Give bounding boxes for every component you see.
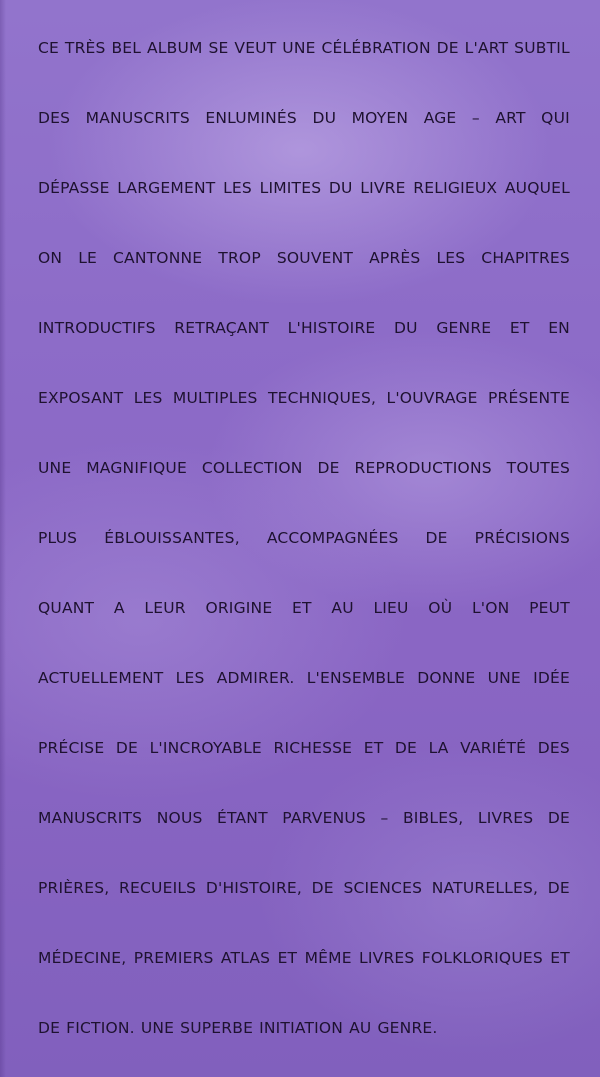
text-word: A <box>113 599 125 617</box>
text-word: LEUR <box>144 599 186 617</box>
text-word: MOYEN <box>351 109 409 127</box>
text-line <box>38 878 570 948</box>
text-word: LIVRES <box>477 809 534 827</box>
text-word: UNE <box>487 669 521 687</box>
text-word: QUI <box>541 109 570 127</box>
text-line <box>38 458 570 528</box>
text-word: DE <box>547 879 570 897</box>
text-word: ET <box>292 599 312 617</box>
text-word: TECHNIQUES, <box>267 389 377 407</box>
text-word: SUBTIL <box>514 39 570 57</box>
text-line <box>38 388 570 458</box>
text-word: DE <box>317 459 340 477</box>
text-line <box>38 528 570 598</box>
text-word: DONNE <box>417 669 476 687</box>
text-word: ÉBLOUISSANTES, <box>104 529 240 547</box>
page-fold-shadow <box>0 0 6 1077</box>
text-word: – <box>380 809 389 827</box>
text-word: MULTIPLES <box>172 389 258 407</box>
text-word: ON <box>38 249 63 267</box>
text-word: LIEU <box>373 599 409 617</box>
text-word: CHAPITRES <box>481 249 570 267</box>
text-word: PARVENUS <box>282 809 366 827</box>
text-word: DE <box>394 739 418 757</box>
text-word: DE <box>436 39 459 57</box>
text-word: IDÉE <box>533 669 570 687</box>
text-word: FICTION. <box>66 1019 135 1037</box>
text-line <box>38 248 570 318</box>
text-word: ET <box>550 949 570 967</box>
text-word: TROP <box>218 249 261 267</box>
text-word: SUPERBE <box>180 1019 254 1037</box>
text-word: MANUSCRITS <box>85 109 190 127</box>
text-word: VEUT <box>234 39 277 57</box>
text-word: DU <box>394 319 418 337</box>
text-word: UNE <box>282 39 316 57</box>
text-line <box>38 808 570 878</box>
text-word: APRÈS <box>369 249 421 267</box>
text-word: ACTUELLEMENT <box>38 669 164 687</box>
text-word: DES <box>537 739 570 757</box>
text-word: GENRE <box>436 319 492 337</box>
text-word: PRÉSENTE <box>487 389 570 407</box>
text-word: L'OUVRAGE <box>386 389 478 407</box>
text-word: TRÈS <box>64 39 106 57</box>
text-word: RELIGIEUX <box>413 179 498 197</box>
text-word: RECUEILS <box>119 879 197 897</box>
text-word: DU <box>328 179 353 197</box>
text-word: LES <box>436 249 466 267</box>
text-word: BIBLES, <box>402 809 464 827</box>
text-word: PRÉCISIONS <box>474 529 570 547</box>
text-word: VARIÉTÉ <box>460 739 527 757</box>
text-word: UNE <box>38 459 72 477</box>
text-word: CÉLÉBRATION <box>321 39 431 57</box>
text-word: NOUS <box>156 809 203 827</box>
text-word: DES <box>38 109 71 127</box>
text-word: MÉDECINE, <box>38 949 127 967</box>
text-word: INTRODUCTIFS <box>38 319 156 337</box>
text-word: PREMIERS <box>133 949 214 967</box>
text-word: ET <box>363 739 384 757</box>
text-word: OÙ <box>428 599 453 617</box>
text-word: ET <box>277 949 298 967</box>
text-word: PRIÈRES, <box>38 879 110 897</box>
text-line <box>38 598 570 668</box>
text-word: REPRODUCTIONS <box>354 459 492 477</box>
text-word: PRÉCISE <box>38 739 105 757</box>
text-word: L'ON <box>471 599 510 617</box>
text-word: ACCOMPAGNÉES <box>266 529 399 547</box>
text-word: NATURELLES, <box>431 879 539 897</box>
text-line <box>38 948 570 1018</box>
text-word: SCIENCES <box>343 879 423 897</box>
body-text-block <box>38 38 570 1077</box>
text-line <box>38 668 570 738</box>
text-word: DE <box>38 1019 61 1037</box>
text-word: LIVRES <box>359 949 415 967</box>
text-word: ENLUMINÉS <box>205 109 297 127</box>
text-word: DE <box>547 809 570 827</box>
text-word: LA <box>428 739 449 757</box>
text-word: AGE <box>423 109 457 127</box>
text-word: ALBUM <box>147 39 203 57</box>
text-word: EXPOSANT <box>38 389 124 407</box>
text-word: LE <box>78 249 98 267</box>
text-word: ÉTANT <box>217 809 268 827</box>
text-word: DE <box>425 529 448 547</box>
text-line <box>38 738 570 808</box>
text-word: QUANT <box>38 599 95 617</box>
text-word: SOUVENT <box>276 249 354 267</box>
text-word: ATLAS <box>220 949 271 967</box>
text-word: RICHESSE <box>273 739 353 757</box>
text-word: BEL <box>111 39 142 57</box>
text-word: MÊME <box>304 949 352 967</box>
text-word: D'HISTOIRE, <box>205 879 303 897</box>
text-word: L'HISTOIRE <box>287 319 376 337</box>
text-word: CANTONNE <box>113 249 203 267</box>
text-word: FOLKLORIQUES <box>421 949 543 967</box>
text-word: RETRAÇANT <box>174 319 270 337</box>
text-word: DU <box>312 109 337 127</box>
text-word: DÉPASSE <box>38 179 110 197</box>
text-word: LES <box>133 389 163 407</box>
text-word: L'INCROYABLE <box>149 739 262 757</box>
text-word: DE <box>115 739 139 757</box>
text-word: ORIGINE <box>205 599 273 617</box>
text-word: ET <box>509 319 530 337</box>
text-word: AU <box>349 1019 372 1037</box>
text-word: MAGNIFIQUE <box>86 459 187 477</box>
text-word: LIVRE <box>360 179 406 197</box>
text-word: – <box>471 109 480 127</box>
text-word: AU <box>331 599 354 617</box>
text-word: AUQUEL <box>504 179 570 197</box>
text-line <box>38 38 570 108</box>
text-word: UNE <box>140 1019 175 1037</box>
text-word: LES <box>175 669 205 687</box>
text-word: EN <box>548 319 570 337</box>
text-line <box>38 108 570 178</box>
text-word: PLUS <box>38 529 78 547</box>
text-word: LIMITES <box>259 179 322 197</box>
text-word: INITIATION <box>259 1019 344 1037</box>
text-word: DE <box>311 879 334 897</box>
text-line <box>38 1018 570 1077</box>
text-word: TOUTES <box>506 459 570 477</box>
text-word: SE <box>208 39 229 57</box>
text-word: GENRE. <box>377 1019 438 1037</box>
text-word: L'ART <box>464 39 509 57</box>
text-word: ART <box>495 109 526 127</box>
text-line <box>38 178 570 248</box>
text-word: CE <box>38 39 60 57</box>
text-word: LES <box>223 179 252 197</box>
text-word: MANUSCRITS <box>38 809 143 827</box>
text-word: LARGEMENT <box>117 179 216 197</box>
text-word: L'ENSEMBLE <box>306 669 406 687</box>
text-word: PEUT <box>529 599 570 617</box>
text-line <box>38 318 570 388</box>
text-word: COLLECTION <box>201 459 303 477</box>
text-word: ADMIRER. <box>216 669 295 687</box>
